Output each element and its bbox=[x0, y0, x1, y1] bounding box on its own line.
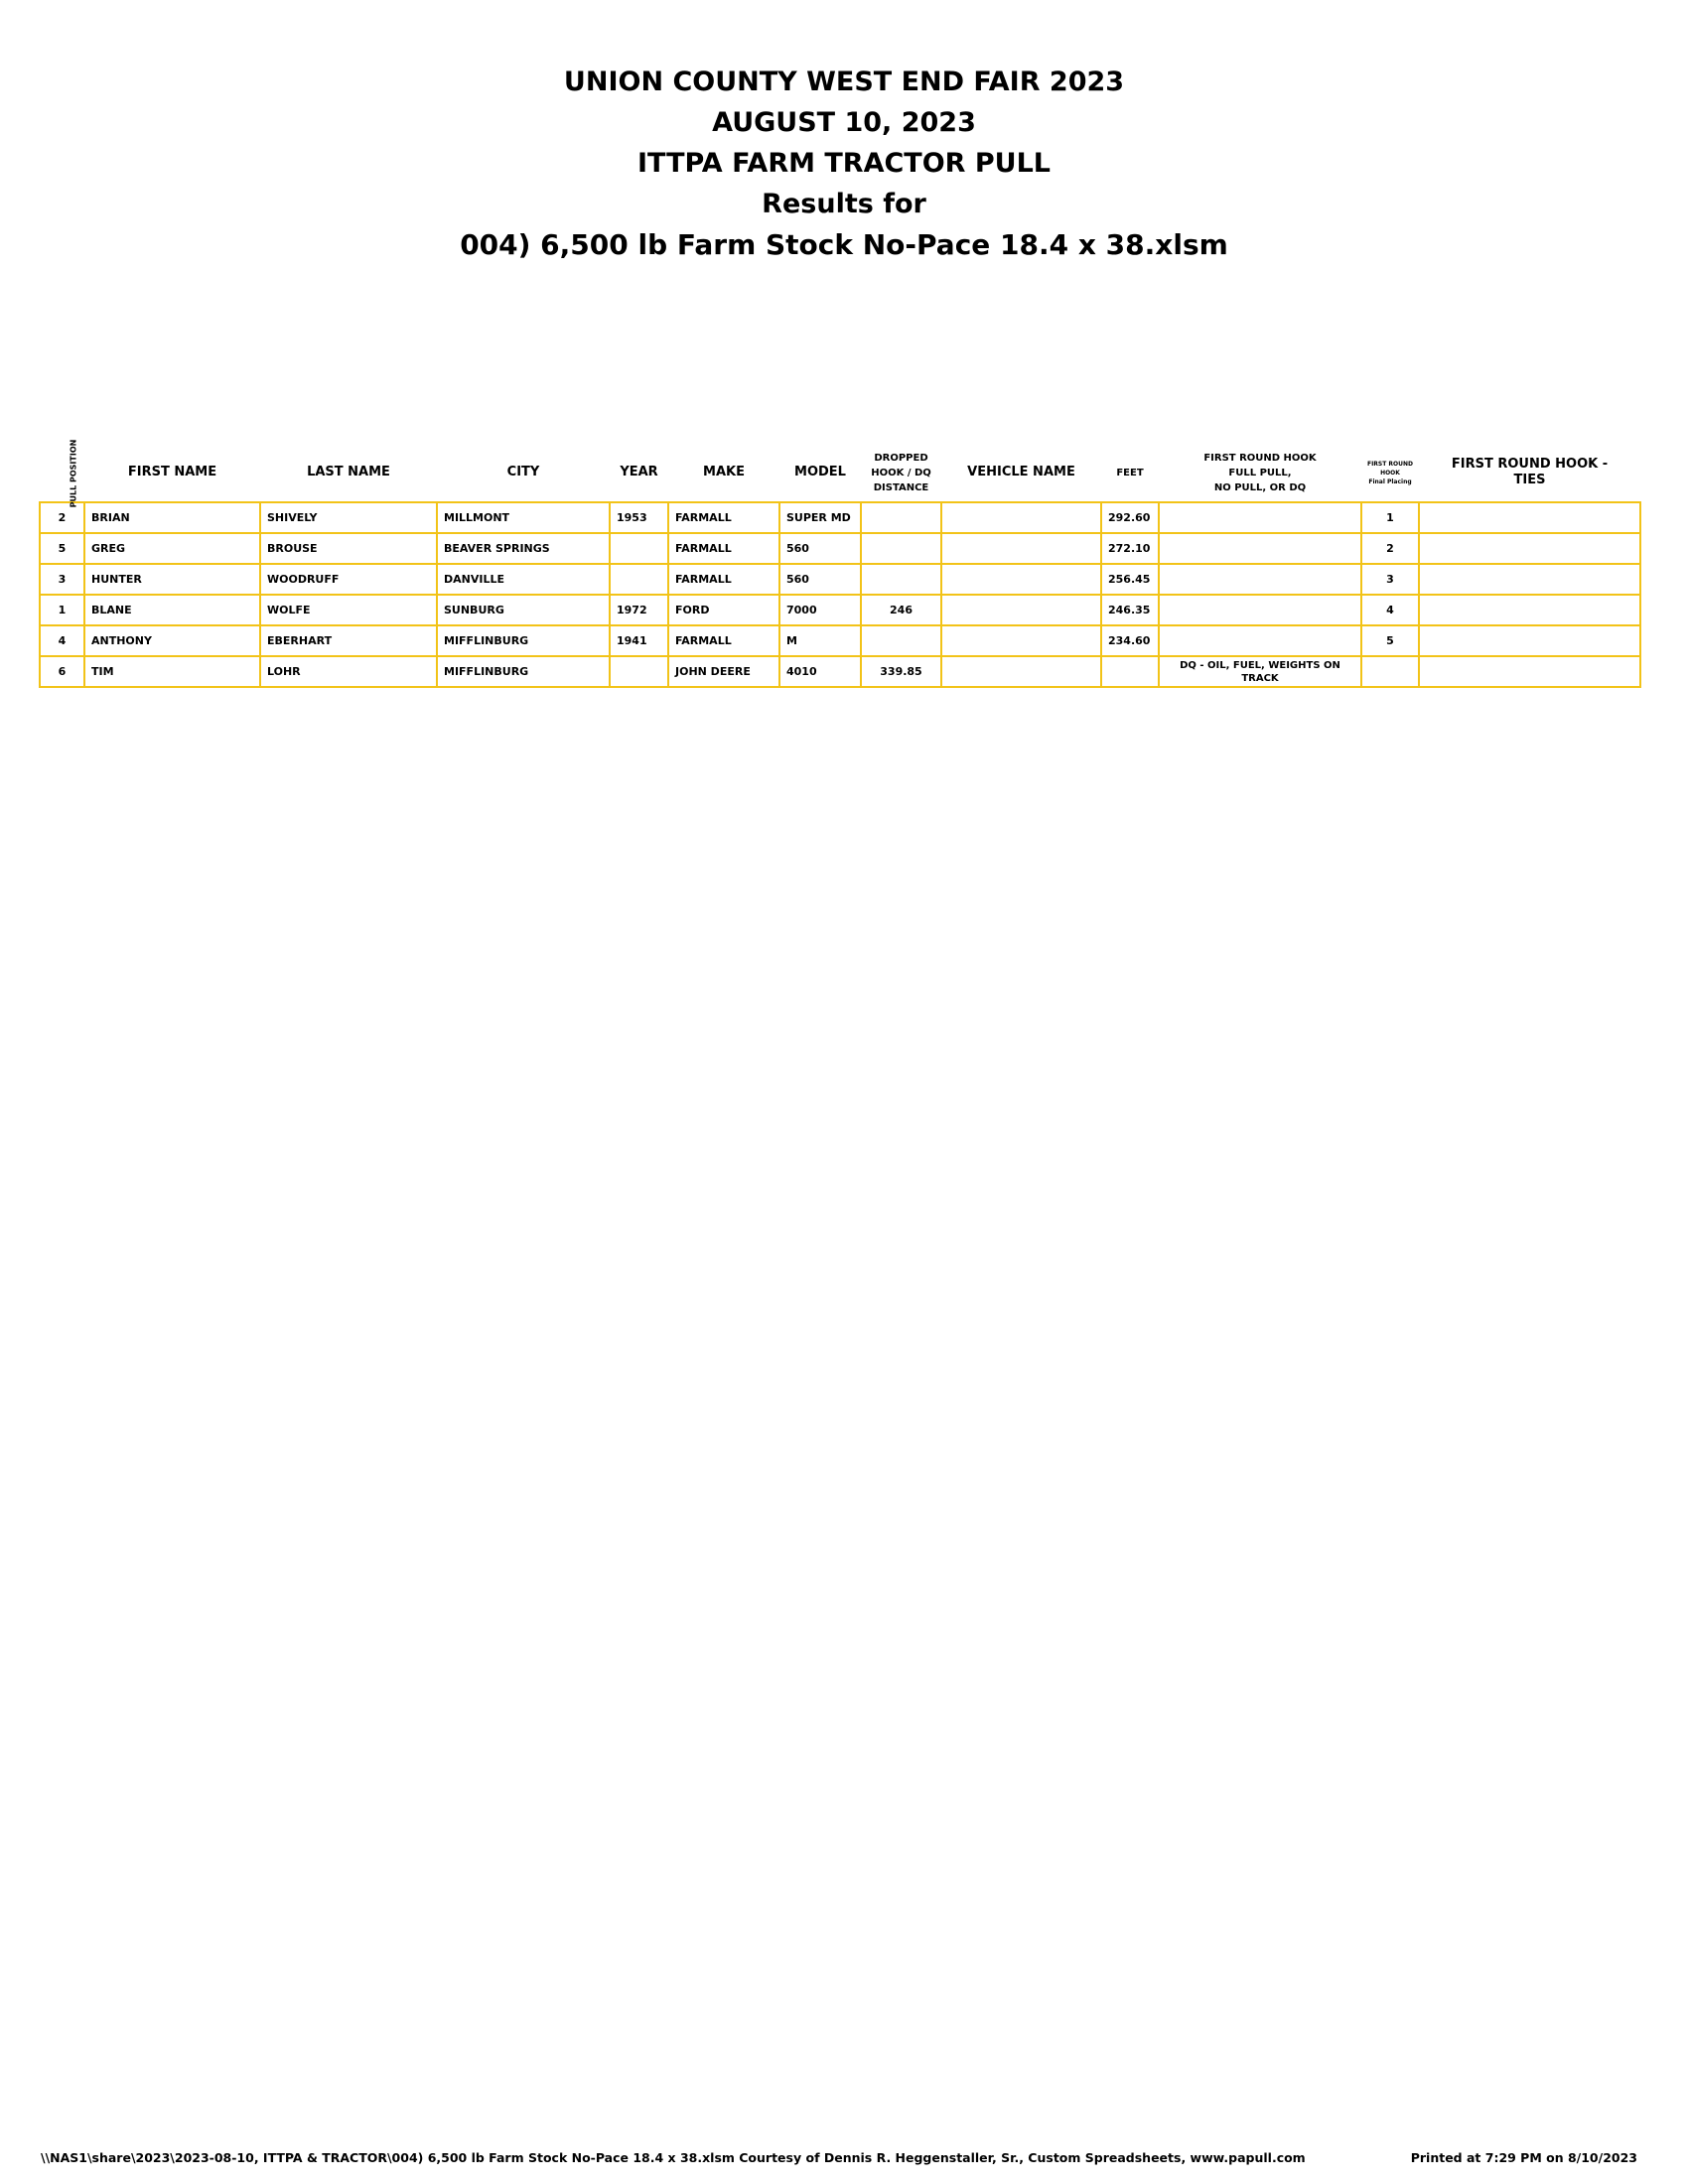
cell-city: MILLMONT bbox=[437, 502, 610, 533]
cell-first-name: ANTHONY bbox=[84, 625, 260, 656]
cell-vehicle-name bbox=[941, 656, 1101, 687]
cell-feet bbox=[1101, 656, 1159, 687]
cell-city: MIFFLINBURG bbox=[437, 625, 610, 656]
col-header-last-name: LAST NAME bbox=[307, 465, 390, 479]
cell-model: 7000 bbox=[779, 595, 861, 625]
cell-dropped: 246 bbox=[861, 595, 941, 625]
cell-final-placing: 1 bbox=[1361, 502, 1419, 533]
cell-ties bbox=[1419, 502, 1640, 533]
cell-vehicle-name bbox=[941, 564, 1101, 595]
cell-model: 560 bbox=[779, 564, 861, 595]
cell-vehicle-name bbox=[941, 595, 1101, 625]
cell-city: BEAVER SPRINGS bbox=[437, 533, 610, 564]
table-row bbox=[40, 533, 1640, 564]
event-subtitle: ITTPA FARM TRACTOR PULL bbox=[636, 148, 1051, 179]
cell-final-placing bbox=[1361, 656, 1419, 687]
cell-year: 1972 bbox=[610, 595, 668, 625]
cell-last-name: BROUSE bbox=[260, 533, 437, 564]
col-header-ties: FIRST ROUND HOOK - TIES bbox=[1451, 457, 1609, 487]
cell-make: FARMALL bbox=[668, 625, 779, 656]
cell-last-name: EBERHART bbox=[260, 625, 437, 656]
cell-last-name: WOODRUFF bbox=[260, 564, 437, 595]
cell-final-placing: 5 bbox=[1361, 625, 1419, 656]
results-table bbox=[39, 439, 1641, 688]
cell-year bbox=[610, 564, 668, 595]
cell-first-name: GREG bbox=[84, 533, 260, 564]
cell-last-name: WOLFE bbox=[260, 595, 437, 625]
cell-model: M bbox=[779, 625, 861, 656]
cell-first-name: BLANE bbox=[84, 595, 260, 625]
cell-ties bbox=[1419, 533, 1640, 564]
table-row bbox=[40, 502, 1640, 533]
cell-pull-position: 3 bbox=[40, 564, 84, 595]
cell-last-name: SHIVELY bbox=[260, 502, 437, 533]
cell-first-name: HUNTER bbox=[84, 564, 260, 595]
col-header-first-name: FIRST NAME bbox=[127, 465, 217, 479]
cell-year bbox=[610, 656, 668, 687]
table-row bbox=[40, 656, 1640, 687]
cell-year: 1941 bbox=[610, 625, 668, 656]
cell-final-placing: 4 bbox=[1361, 595, 1419, 625]
cell-pull-position: 4 bbox=[40, 625, 84, 656]
col-header-vehicle-name: VEHICLE NAME bbox=[967, 465, 1075, 479]
event-date: AUGUST 10, 2023 bbox=[712, 107, 976, 138]
col-header-first-round-hook: FIRST ROUND HOOK FULL PULL, NO PULL, OR DQ bbox=[1203, 452, 1317, 493]
cell-first-round-hook bbox=[1159, 502, 1361, 533]
cell-dropped bbox=[861, 502, 941, 533]
table-row bbox=[40, 564, 1640, 595]
cell-dropped bbox=[861, 625, 941, 656]
cell-vehicle-name bbox=[941, 625, 1101, 656]
cell-model: 4010 bbox=[779, 656, 861, 687]
cell-feet: 246.35 bbox=[1101, 595, 1159, 625]
cell-feet: 292.60 bbox=[1101, 502, 1159, 533]
cell-ties bbox=[1419, 564, 1640, 595]
col-header-final-placing: FIRST ROUND HOOK Final Placing bbox=[1366, 460, 1414, 485]
cell-first-name: BRIAN bbox=[84, 502, 260, 533]
cell-ties bbox=[1419, 595, 1640, 625]
col-header-pull-position: PULL POSITION bbox=[69, 439, 78, 508]
cell-city: MIFFLINBURG bbox=[437, 656, 610, 687]
cell-pull-position: 1 bbox=[40, 595, 84, 625]
col-header-dropped-hook: DROPPED HOOK / DQ DISTANCE bbox=[871, 452, 931, 493]
cell-city: DANVILLE bbox=[437, 564, 610, 595]
cell-first-round-hook bbox=[1159, 564, 1361, 595]
cell-make: FORD bbox=[668, 595, 779, 625]
cell-make: JOHN DEERE bbox=[668, 656, 779, 687]
table-row bbox=[40, 595, 1640, 625]
event-title: UNION COUNTY WEST END FAIR 2023 bbox=[563, 67, 1125, 97]
cell-vehicle-name bbox=[941, 533, 1101, 564]
results-for-label: Results for bbox=[762, 189, 926, 219]
cell-pull-position: 6 bbox=[40, 656, 84, 687]
cell-dropped bbox=[861, 564, 941, 595]
cell-model: SUPER MD bbox=[779, 502, 861, 533]
col-header-model: MODEL bbox=[794, 465, 846, 479]
cell-first-round-hook bbox=[1159, 533, 1361, 564]
cell-feet: 234.60 bbox=[1101, 625, 1159, 656]
cell-last-name: LOHR bbox=[260, 656, 437, 687]
cell-pull-position: 5 bbox=[40, 533, 84, 564]
footer-file-path: \\NAS1\share\2023\2023-08-10, ITTPA & TRACTOR\004) 6,500 lb Farm Stock No-Pace 18.4 x 38.xlsm Courtesy of Dennis R. Heggenstaller, Sr., Custom Spreadsheets, www.papull.com bbox=[41, 2150, 1306, 2165]
cell-year bbox=[610, 533, 668, 564]
cell-first-round-hook: DQ - OIL, FUEL, WEIGHTS ON TRACK bbox=[1159, 656, 1361, 687]
cell-make: FARMALL bbox=[668, 502, 779, 533]
col-header-year: YEAR bbox=[620, 465, 658, 479]
cell-first-round-hook bbox=[1159, 595, 1361, 625]
document-title-block bbox=[0, 62, 1688, 265]
cell-pull-position: 2 bbox=[40, 502, 84, 533]
cell-year: 1953 bbox=[610, 502, 668, 533]
table-row bbox=[40, 625, 1640, 656]
cell-dropped bbox=[861, 533, 941, 564]
cell-vehicle-name bbox=[941, 502, 1101, 533]
cell-model: 560 bbox=[779, 533, 861, 564]
cell-feet: 256.45 bbox=[1101, 564, 1159, 595]
cell-first-round-hook bbox=[1159, 625, 1361, 656]
page-footer bbox=[41, 2150, 1641, 2165]
cell-ties bbox=[1419, 625, 1640, 656]
cell-ties bbox=[1419, 656, 1640, 687]
cell-final-placing: 2 bbox=[1361, 533, 1419, 564]
cell-make: FARMALL bbox=[668, 533, 779, 564]
footer-printed-timestamp: Printed at 7:29 PM on 8/10/2023 bbox=[1410, 2150, 1637, 2165]
cell-dropped: 339.85 bbox=[861, 656, 941, 687]
cell-final-placing: 3 bbox=[1361, 564, 1419, 595]
cell-feet: 272.10 bbox=[1101, 533, 1159, 564]
header-row bbox=[40, 444, 1640, 502]
col-header-city: CITY bbox=[506, 465, 540, 479]
col-header-make: MAKE bbox=[703, 465, 745, 479]
cell-make: FARMALL bbox=[668, 564, 779, 595]
cell-first-name: TIM bbox=[84, 656, 260, 687]
col-header-feet: FEET bbox=[1116, 467, 1144, 478]
class-filename: 004) 6,500 lb Farm Stock No-Pace 18.4 x 38.xlsm bbox=[460, 228, 1228, 261]
cell-city: SUNBURG bbox=[437, 595, 610, 625]
